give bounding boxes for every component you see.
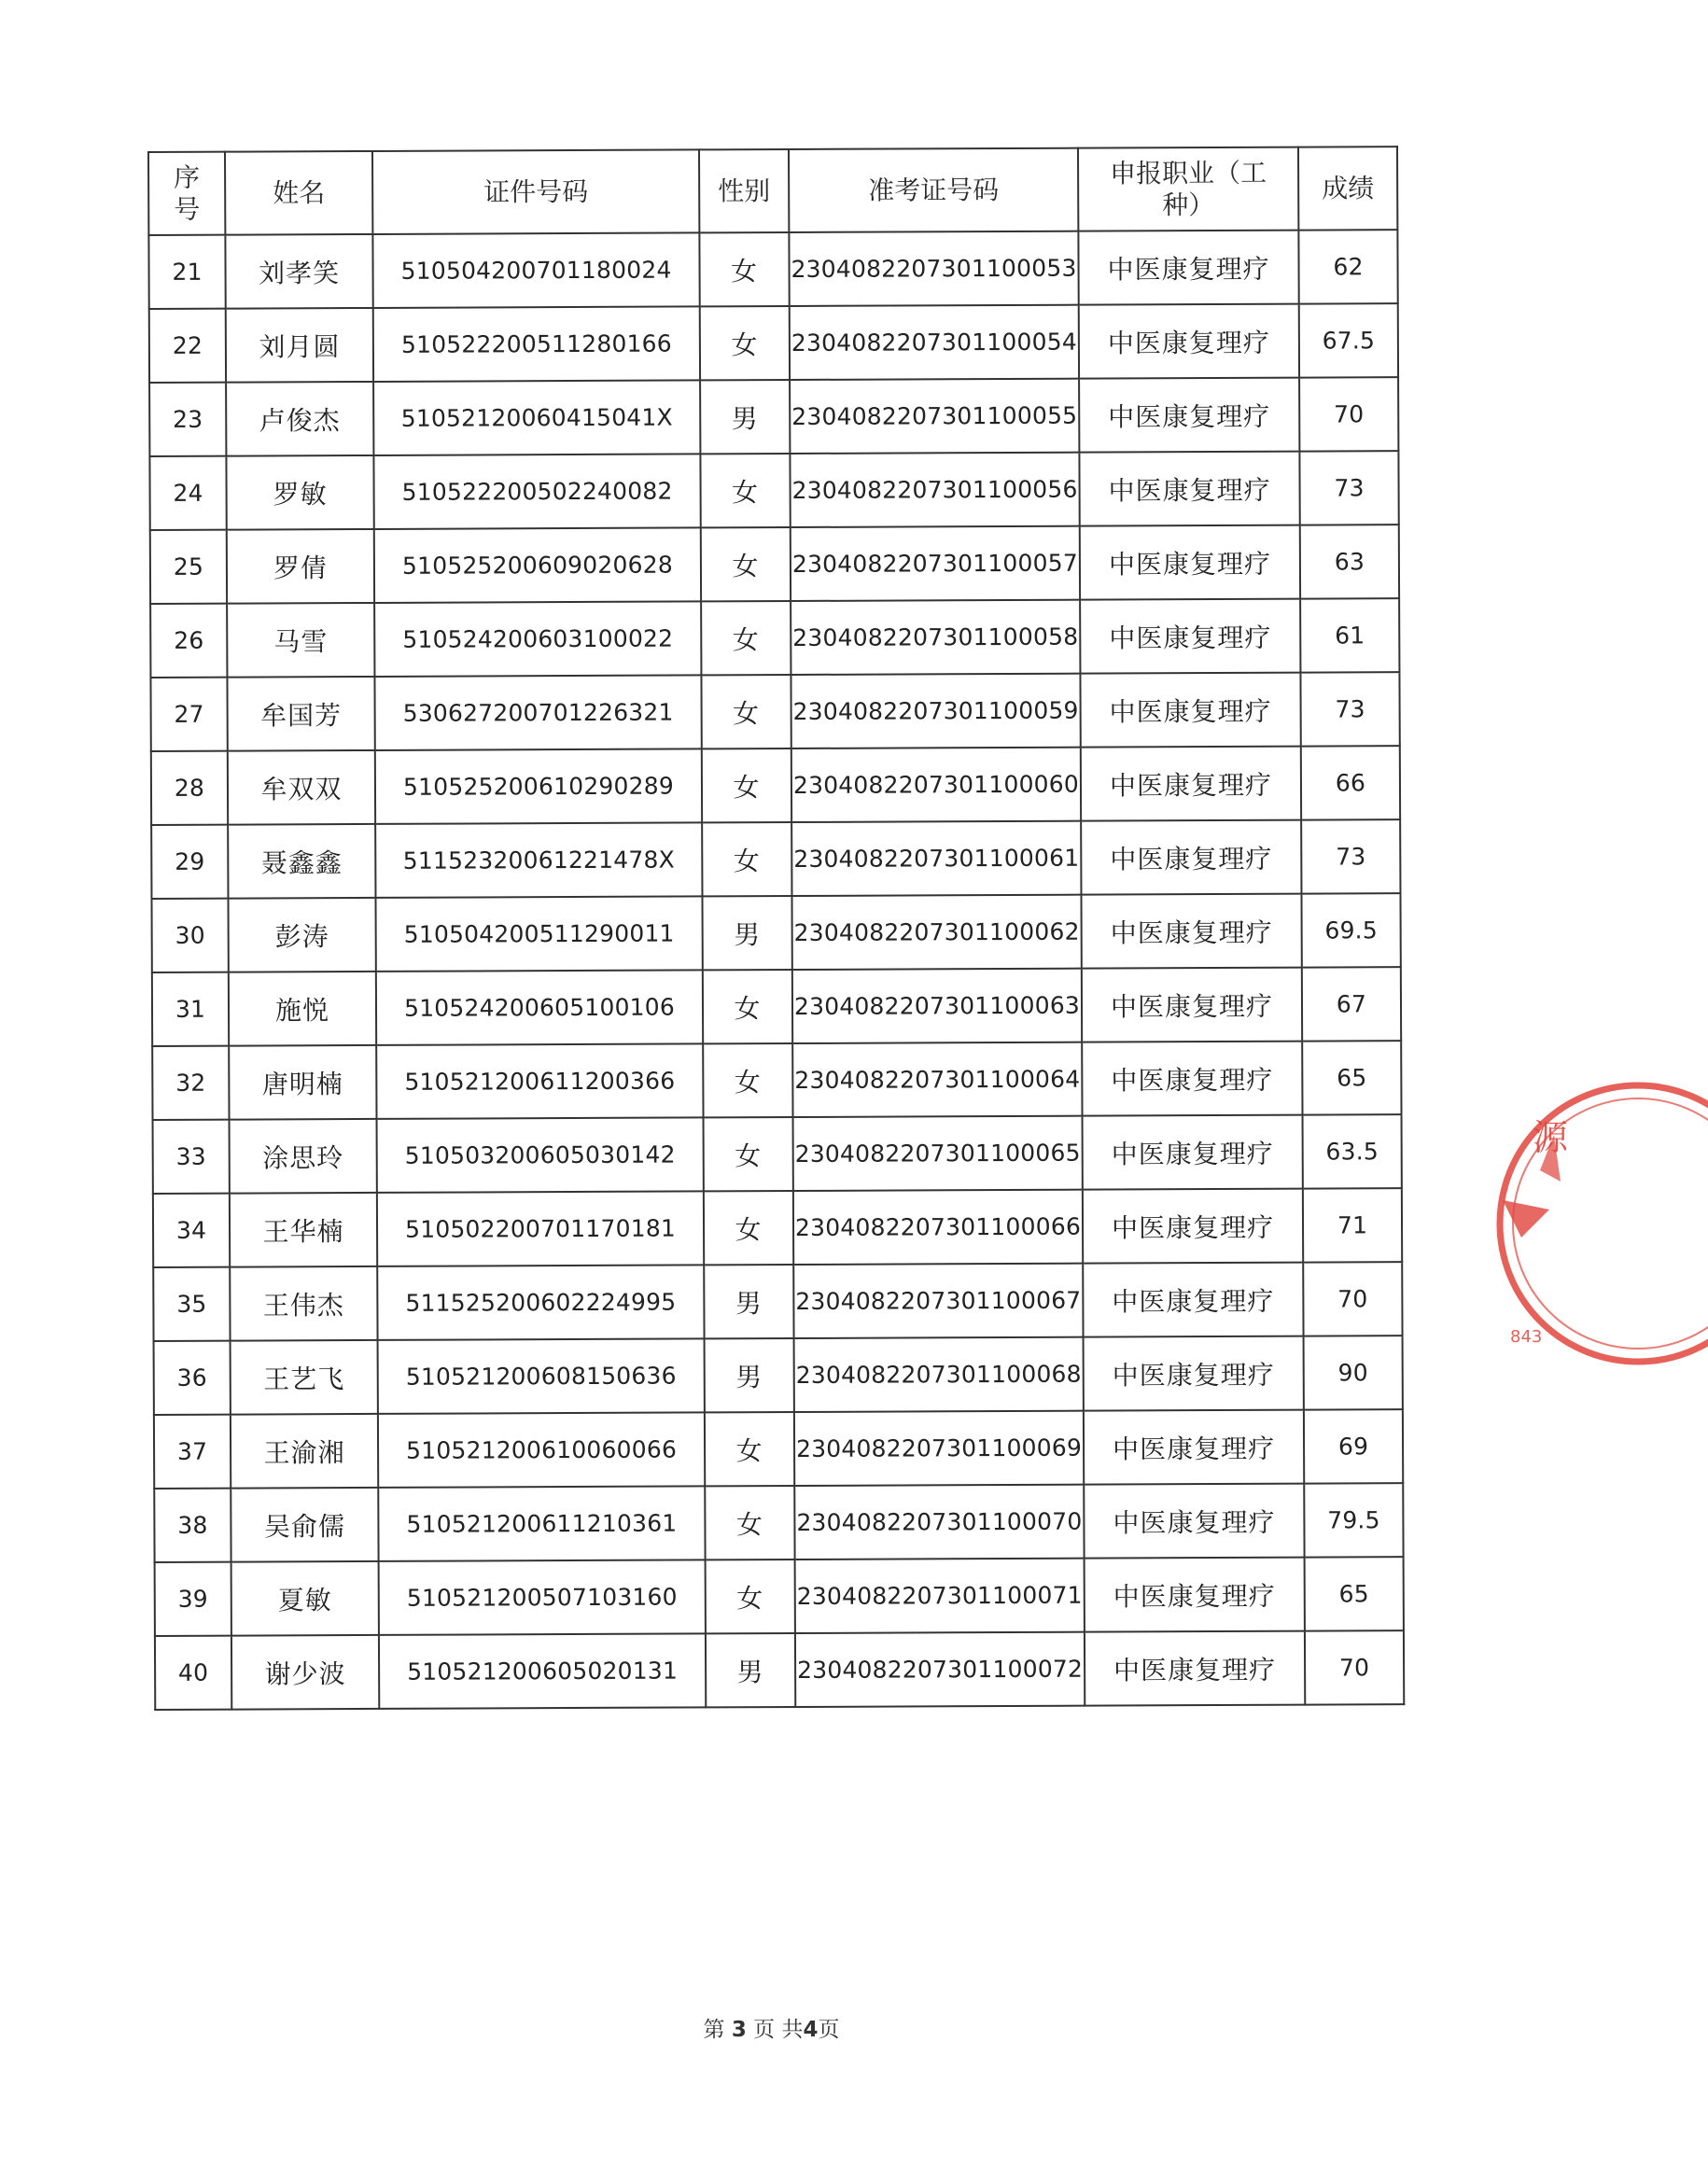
cell-seq: 33 (153, 1120, 230, 1194)
cell-name: 刘孝笑 (225, 234, 372, 309)
cell-occupation: 中医康复理疗 (1082, 968, 1302, 1042)
cell-name: 牟国芳 (227, 677, 374, 751)
table-row (151, 893, 1400, 972)
cell-name: 罗敏 (226, 455, 373, 530)
cell-name: 罗倩 (227, 529, 374, 604)
header-gender: 性别 (699, 149, 789, 232)
cell-name: 刘月圆 (226, 308, 373, 383)
cell-name: 王华楠 (230, 1193, 377, 1267)
cell-id-number: 510522200502240082 (373, 454, 700, 529)
cell-gender: 男 (706, 1633, 795, 1707)
table-row (154, 1336, 1403, 1415)
cell-score: 67.5 (1299, 303, 1398, 377)
cell-exam-number: 2304082207301100072 (795, 1632, 1085, 1707)
cell-exam-number: 2304082207301100060 (791, 748, 1081, 822)
cell-gender: 女 (699, 232, 789, 306)
cell-gender: 女 (700, 306, 790, 380)
cell-id-number: 51152320061221478X (375, 822, 702, 898)
cell-occupation: 中医康复理疗 (1081, 894, 1301, 969)
cell-id-number: 510504200511290011 (375, 896, 702, 972)
cell-seq: 30 (151, 899, 228, 972)
cell-name: 吴俞儒 (231, 1488, 378, 1562)
cell-occupation: 中医康复理疗 (1085, 1558, 1305, 1632)
cell-seq: 35 (153, 1267, 230, 1341)
cell-exam-number: 2304082207301100067 (793, 1264, 1083, 1338)
cell-exam-number: 2304082207301100062 (791, 895, 1081, 970)
table-row (154, 1409, 1403, 1489)
cell-id-number: 530627200701226321 (374, 675, 701, 750)
cell-seq: 38 (154, 1489, 231, 1562)
cell-id-number: 510525200609020628 (374, 527, 701, 603)
cell-id-number: 51052120060415041X (373, 380, 700, 455)
cell-occupation: 中医康复理疗 (1079, 304, 1299, 379)
cell-gender: 女 (701, 527, 791, 601)
cell-occupation: 中医康复理疗 (1082, 1042, 1302, 1116)
cell-name: 王渝湘 (231, 1414, 378, 1489)
cell-occupation: 中医康复理疗 (1080, 599, 1300, 674)
cell-exam-number: 2304082207301100064 (792, 1042, 1082, 1117)
cell-exam-number: 2304082207301100070 (794, 1485, 1084, 1560)
cell-score: 73 (1301, 819, 1400, 893)
cell-score: 73 (1299, 451, 1398, 525)
cell-exam-number: 2304082207301100063 (792, 969, 1082, 1043)
cell-seq: 26 (150, 604, 227, 678)
cell-seq: 34 (153, 1194, 230, 1267)
cell-id-number: 510524200603100022 (374, 601, 701, 677)
cell-score: 62 (1298, 230, 1397, 303)
cell-name: 彭涛 (228, 898, 375, 972)
cell-gender: 女 (705, 1412, 794, 1486)
header-id-number: 证件号码 (372, 149, 699, 234)
page-footer (0, 2012, 1543, 2043)
table-row (149, 377, 1398, 456)
table-row (150, 672, 1399, 751)
cell-seq: 40 (155, 1636, 231, 1710)
cell-score: 67 (1302, 967, 1401, 1041)
table-row (153, 1114, 1402, 1194)
cell-id-number: 510521200605020131 (379, 1633, 706, 1709)
table-row (155, 1630, 1404, 1710)
cell-name: 卢俊杰 (226, 382, 373, 456)
table-row (152, 967, 1401, 1046)
cell-gender: 女 (704, 1117, 793, 1191)
cell-id-number: 510521200610060066 (378, 1412, 705, 1488)
header-exam-number: 准考证号码 (789, 148, 1078, 232)
table-header-row (148, 147, 1397, 235)
cell-seq: 25 (150, 530, 227, 604)
cell-score: 61 (1300, 598, 1399, 672)
cell-occupation: 中医康复理疗 (1080, 525, 1300, 600)
table-row (153, 1262, 1402, 1341)
cell-score: 69 (1304, 1409, 1403, 1483)
cell-id-number: 510521200608150636 (378, 1338, 705, 1414)
cell-score: 90 (1304, 1336, 1403, 1409)
cell-gender: 男 (702, 896, 791, 970)
cell-exam-number: 2304082207301100058 (791, 600, 1080, 675)
table-row (149, 451, 1398, 530)
cell-id-number: 511525200602224995 (377, 1265, 704, 1340)
header-occupation: 申报职业（工种） (1078, 147, 1298, 231)
cell-exam-number: 2304082207301100065 (793, 1116, 1083, 1191)
cell-seq: 24 (149, 456, 226, 530)
cell-id-number: 510503200605030142 (377, 1117, 704, 1193)
cell-score: 71 (1303, 1188, 1402, 1262)
cell-exam-number: 2304082207301100055 (790, 379, 1079, 454)
cell-occupation: 中医康复理疗 (1083, 1189, 1303, 1264)
table-row (152, 1041, 1401, 1120)
cell-id-number: 510521200507103160 (379, 1560, 706, 1635)
cell-score: 73 (1300, 672, 1399, 746)
cell-occupation: 中医康复理疗 (1081, 747, 1301, 821)
header-seq: 序号 (148, 152, 225, 235)
footer-total-pages: 4 (803, 2018, 819, 2042)
cell-name: 涂思玲 (230, 1119, 377, 1194)
cell-gender: 女 (700, 454, 790, 527)
cell-score: 65 (1305, 1557, 1404, 1630)
cell-id-number: 510525200610290289 (375, 748, 702, 824)
cell-occupation: 中医康复理疗 (1080, 673, 1300, 748)
cell-gender: 男 (704, 1265, 793, 1338)
cell-gender: 女 (703, 970, 792, 1043)
cell-gender: 女 (702, 748, 791, 822)
table-row (150, 598, 1399, 678)
cell-exam-number: 2304082207301100054 (790, 305, 1079, 380)
seal-number-fragment: 843 (1510, 1327, 1543, 1347)
cell-score: 79.5 (1304, 1483, 1403, 1557)
cell-exam-number: 2304082207301100069 (794, 1411, 1084, 1486)
table-row (151, 819, 1400, 899)
cell-id-number: 510524200605100106 (376, 970, 703, 1045)
cell-name: 施悦 (229, 972, 376, 1046)
cell-score: 70 (1299, 377, 1398, 451)
official-seal-partial (1484, 1070, 1708, 1378)
cell-occupation: 中医康复理疗 (1084, 1410, 1304, 1485)
cell-gender: 女 (704, 1191, 793, 1265)
cell-id-number: 510504200701180024 (372, 232, 699, 308)
cell-score: 70 (1303, 1262, 1402, 1336)
cell-seq: 28 (151, 751, 228, 825)
candidate-score-table (147, 146, 1405, 1711)
cell-id-number: 510521200611210361 (378, 1486, 705, 1561)
cell-seq: 29 (151, 825, 228, 899)
cell-exam-number: 2304082207301100066 (793, 1190, 1083, 1265)
cell-name: 牟双双 (228, 750, 375, 825)
cell-seq: 37 (154, 1415, 231, 1489)
footer-middle: 页 共 (753, 2018, 804, 2042)
cell-seq: 39 (155, 1562, 231, 1636)
cell-exam-number: 2304082207301100061 (791, 821, 1081, 896)
cell-name: 王伟杰 (230, 1266, 377, 1341)
cell-exam-number: 2304082207301100057 (791, 526, 1080, 601)
cell-gender: 女 (701, 601, 791, 675)
table-row (149, 303, 1398, 383)
cell-occupation: 中医康复理疗 (1083, 1263, 1303, 1337)
cell-score: 63.5 (1303, 1114, 1402, 1188)
cell-gender: 女 (705, 1486, 794, 1560)
footer-suffix: 页 (818, 2018, 840, 2042)
cell-exam-number: 2304082207301100071 (795, 1559, 1085, 1633)
cell-score: 66 (1301, 746, 1400, 819)
cell-exam-number: 2304082207301100068 (794, 1337, 1084, 1412)
header-name: 姓名 (225, 151, 372, 235)
table-row (150, 525, 1399, 604)
header-score: 成绩 (1298, 147, 1397, 230)
cell-name: 唐明楠 (229, 1045, 376, 1120)
cell-occupation: 中医康复理疗 (1079, 452, 1299, 526)
cell-seq: 36 (154, 1341, 231, 1415)
cell-score: 63 (1300, 525, 1399, 598)
cell-occupation: 中医康复理疗 (1084, 1336, 1304, 1411)
cell-occupation: 中医康复理疗 (1084, 1484, 1304, 1559)
cell-occupation: 中医康复理疗 (1079, 378, 1299, 453)
cell-id-number: 510502200701170181 (377, 1191, 704, 1266)
cell-name: 聂鑫鑫 (228, 824, 375, 899)
cell-exam-number: 2304082207301100056 (790, 453, 1079, 527)
cell-id-number: 510522200511280166 (373, 306, 700, 382)
cell-occupation: 中医康复理疗 (1078, 231, 1298, 305)
cell-seq: 31 (152, 972, 229, 1046)
cell-seq: 21 (148, 235, 225, 309)
cell-exam-number: 2304082207301100059 (791, 674, 1080, 748)
cell-occupation: 中医康复理疗 (1081, 820, 1301, 895)
cell-score: 65 (1302, 1041, 1401, 1114)
cell-occupation: 中医康复理疗 (1085, 1631, 1305, 1706)
cell-name: 谢少波 (231, 1635, 379, 1710)
cell-name: 马雪 (227, 603, 374, 678)
table-row (155, 1557, 1404, 1636)
cell-gender: 男 (700, 380, 790, 454)
cell-name: 王艺飞 (231, 1340, 378, 1415)
table-body (148, 230, 1404, 1710)
cell-seq: 23 (149, 383, 226, 456)
cell-id-number: 510521200611200366 (376, 1043, 703, 1119)
table-row (154, 1483, 1403, 1562)
footer-prefix: 第 (703, 2018, 725, 2042)
cell-gender: 女 (701, 675, 791, 748)
seal-text-fragment: 源 (1533, 1117, 1569, 1158)
cell-seq: 32 (152, 1046, 229, 1120)
table-row (153, 1188, 1402, 1267)
cell-score: 69.5 (1301, 893, 1400, 967)
footer-page-number: 3 (731, 2018, 747, 2042)
cell-gender: 女 (703, 1043, 792, 1117)
cell-seq: 27 (150, 678, 227, 751)
cell-name: 夏敏 (231, 1561, 379, 1636)
cell-occupation: 中医康复理疗 (1083, 1115, 1303, 1190)
cell-gender: 女 (702, 822, 791, 896)
table-row (148, 230, 1397, 309)
cell-gender: 女 (706, 1560, 795, 1633)
table-row (151, 746, 1400, 825)
cell-seq: 22 (149, 309, 226, 383)
cell-score: 70 (1305, 1630, 1404, 1704)
cell-gender: 男 (705, 1338, 794, 1412)
cell-exam-number: 2304082207301100053 (789, 231, 1078, 306)
